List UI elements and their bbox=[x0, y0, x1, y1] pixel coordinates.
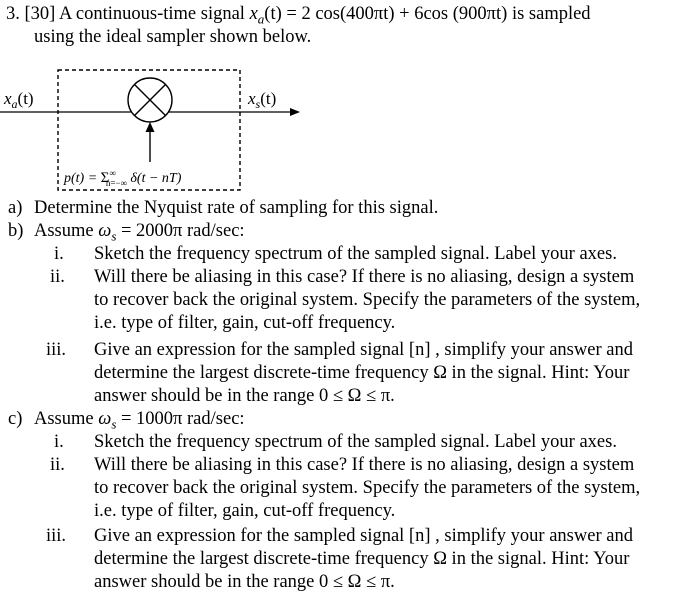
part-c-ii-line-2: to recover back the original system. Specify the parameters of the system, bbox=[94, 478, 641, 498]
part-c-iii-label: iii. bbox=[46, 526, 67, 546]
sampler-diagram bbox=[0, 58, 320, 198]
part-a-text: Determine the Nyquist rate of sampling for this signal. bbox=[34, 198, 439, 218]
part-c-i-label: i. bbox=[54, 432, 64, 452]
part-c-label: c) bbox=[8, 409, 23, 429]
part-b-label: b) bbox=[8, 221, 24, 241]
part-c-i-line-1: Sketch the frequency spectrum of the sampled signal. Label your axes. bbox=[94, 432, 617, 452]
part-c-ii-label: ii. bbox=[50, 455, 65, 475]
part-b-ii-line-2: to recover back the original system. Specify the parameters of the system, bbox=[94, 290, 641, 310]
part-b-i-line-1: Sketch the frequency spectrum of the sampled signal. Label your axes. bbox=[94, 244, 617, 264]
part-b-assume: Assume $\omega_s = 2000\pi$ rad/sec: bbox=[34, 221, 245, 244]
part-c-iii-line-3: answer should be in the range 0 ≤ Ω ≤ π. bbox=[94, 572, 395, 592]
question-number: 3. bbox=[6, 4, 20, 24]
part-c-ii-line-1: Will there be aliasing in this case? If there is no aliasing, design a system bbox=[94, 455, 635, 475]
part-b-iii-line-1: Give an expression for the sampled signal [n] , simplify your answer and bbox=[94, 340, 633, 360]
pulse-arrow bbox=[146, 122, 155, 132]
signal-expression: = 2 cos(400πt) + 6cos (900πt) bbox=[281, 4, 508, 24]
signal-subscript: a bbox=[257, 11, 265, 27]
part-b-iii-label: iii. bbox=[46, 340, 67, 360]
question-points: [30] bbox=[24, 4, 56, 24]
question-text-b: is sampled bbox=[511, 4, 591, 24]
output-label: $x_s(t)$ bbox=[248, 89, 277, 111]
input-label: $x_a(t)$ bbox=[4, 89, 34, 111]
part-c-iii-line-2: determine the largest discrete-time frequency Ω in the signal. Hint: Your bbox=[94, 549, 630, 569]
part-a-label: a) bbox=[8, 198, 23, 218]
output-arrow bbox=[290, 108, 300, 116]
part-b-ii-line-1: Will there be aliasing in this case? If there is no aliasing, design a system bbox=[94, 267, 635, 287]
part-c-iii-line-1: Give an expression for the sampled signal [n] , simplify your answer and bbox=[94, 526, 633, 546]
part-b-iii-line-2: determine the largest discrete-time frequency Ω in the signal. Hint: Your bbox=[94, 363, 630, 383]
part-b-iii-line-3: answer should be in the range 0 ≤ Ω ≤ π. bbox=[94, 386, 395, 406]
part-c-assume: Assume $\omega_s = 1000\pi$ rad/sec: bbox=[34, 409, 245, 432]
signal-arg: (t) bbox=[264, 4, 282, 24]
question-text-a: A continuous-time signal bbox=[58, 4, 245, 24]
part-b-ii-line-3: i.e. type of filter, gain, cut-off frequency. bbox=[94, 313, 396, 333]
part-b-i-label: i. bbox=[54, 244, 64, 264]
question-text-c: using the ideal sampler shown below. bbox=[34, 27, 312, 47]
signal-name: x bbox=[249, 4, 258, 24]
part-b-ii-label: ii. bbox=[50, 267, 65, 287]
part-c-ii-line-3: i.e. type of filter, gain, cut-off frequency. bbox=[94, 501, 396, 521]
pulse-train-label: p(t) = Σ∞ n=−∞ δ(t − nT) bbox=[64, 168, 182, 188]
